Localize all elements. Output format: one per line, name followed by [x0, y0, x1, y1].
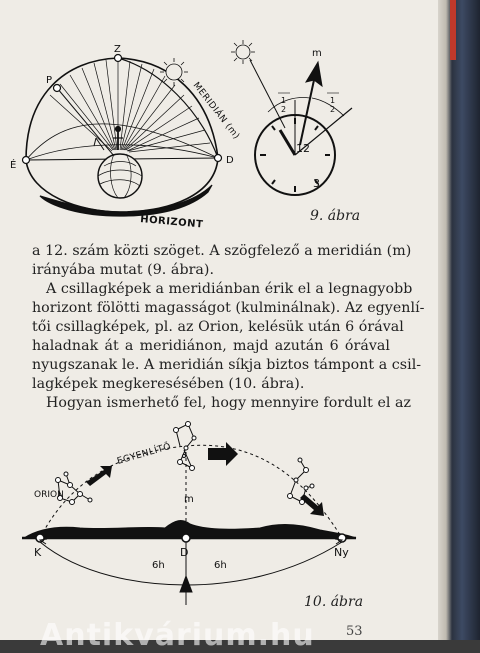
- horizon-label: HORIZONT: [139, 214, 204, 231]
- text-line: irányába mutat (9. ábra).: [32, 262, 215, 278]
- label-d: D: [226, 155, 234, 166]
- text-line: lagképek megkeresésében (10. ábra).: [32, 376, 305, 392]
- label-m: m: [184, 494, 194, 505]
- clock-12: 12: [296, 142, 310, 155]
- figure-10-caption: 10. ábra: [304, 594, 364, 610]
- text-line: tői csillagképek, pl. az Orion, kelésük után 6 órával: [32, 319, 404, 335]
- text-line: a 12. szám közti szöget. A szögfelező a meridián (m): [32, 243, 412, 259]
- figure-10: [0, 390, 440, 620]
- bookmark-ribbon: [450, 0, 456, 60]
- label-z: Z: [114, 44, 121, 55]
- half-left-num: 1: [281, 96, 287, 105]
- text-line: nyugszanak le. A meridián síkja biztos támpont a csil-: [32, 357, 422, 373]
- figure-9: [0, 0, 440, 240]
- text-line: horizont fölötti magasságot (kulminálnak). Az egyenlí-: [32, 300, 425, 316]
- hours-left: 6h: [152, 560, 165, 571]
- label-d: D: [180, 546, 189, 559]
- sun-icon: [160, 58, 188, 86]
- body-text: [32, 242, 425, 413]
- hours-right: 6h: [214, 560, 227, 571]
- orion-label: ORION: [34, 490, 64, 500]
- clock-3: 3: [313, 177, 320, 190]
- label-ny: Ny: [334, 546, 349, 559]
- label-e: É: [10, 160, 17, 171]
- meridian-label: MERIDIÁN (m): [190, 80, 242, 142]
- half-left-den: 2: [281, 105, 287, 114]
- half-right-den: 2: [330, 105, 336, 114]
- text-line: A csillagképek a meridiánban érik el a legnagyobb: [46, 281, 413, 297]
- label-m: m: [312, 48, 322, 59]
- page-number: 53: [346, 624, 363, 639]
- text-line: Hogyan ismerhető fel, hogy mennyire fordult el az: [46, 395, 412, 411]
- watermark: Antikvárium.hu: [40, 618, 315, 653]
- label-p: P: [46, 75, 53, 86]
- figure-9-caption: 9. ábra: [310, 208, 361, 224]
- equator-label: EGYENLÍTŐ: [116, 441, 173, 467]
- label-k: K: [34, 546, 42, 559]
- sun-icon-clock: [231, 40, 285, 128]
- half-right-num: 1: [330, 96, 336, 105]
- text-line: haladnak át a meridiánon, majd azután 6 órával: [32, 338, 390, 354]
- book-spine: [438, 0, 480, 640]
